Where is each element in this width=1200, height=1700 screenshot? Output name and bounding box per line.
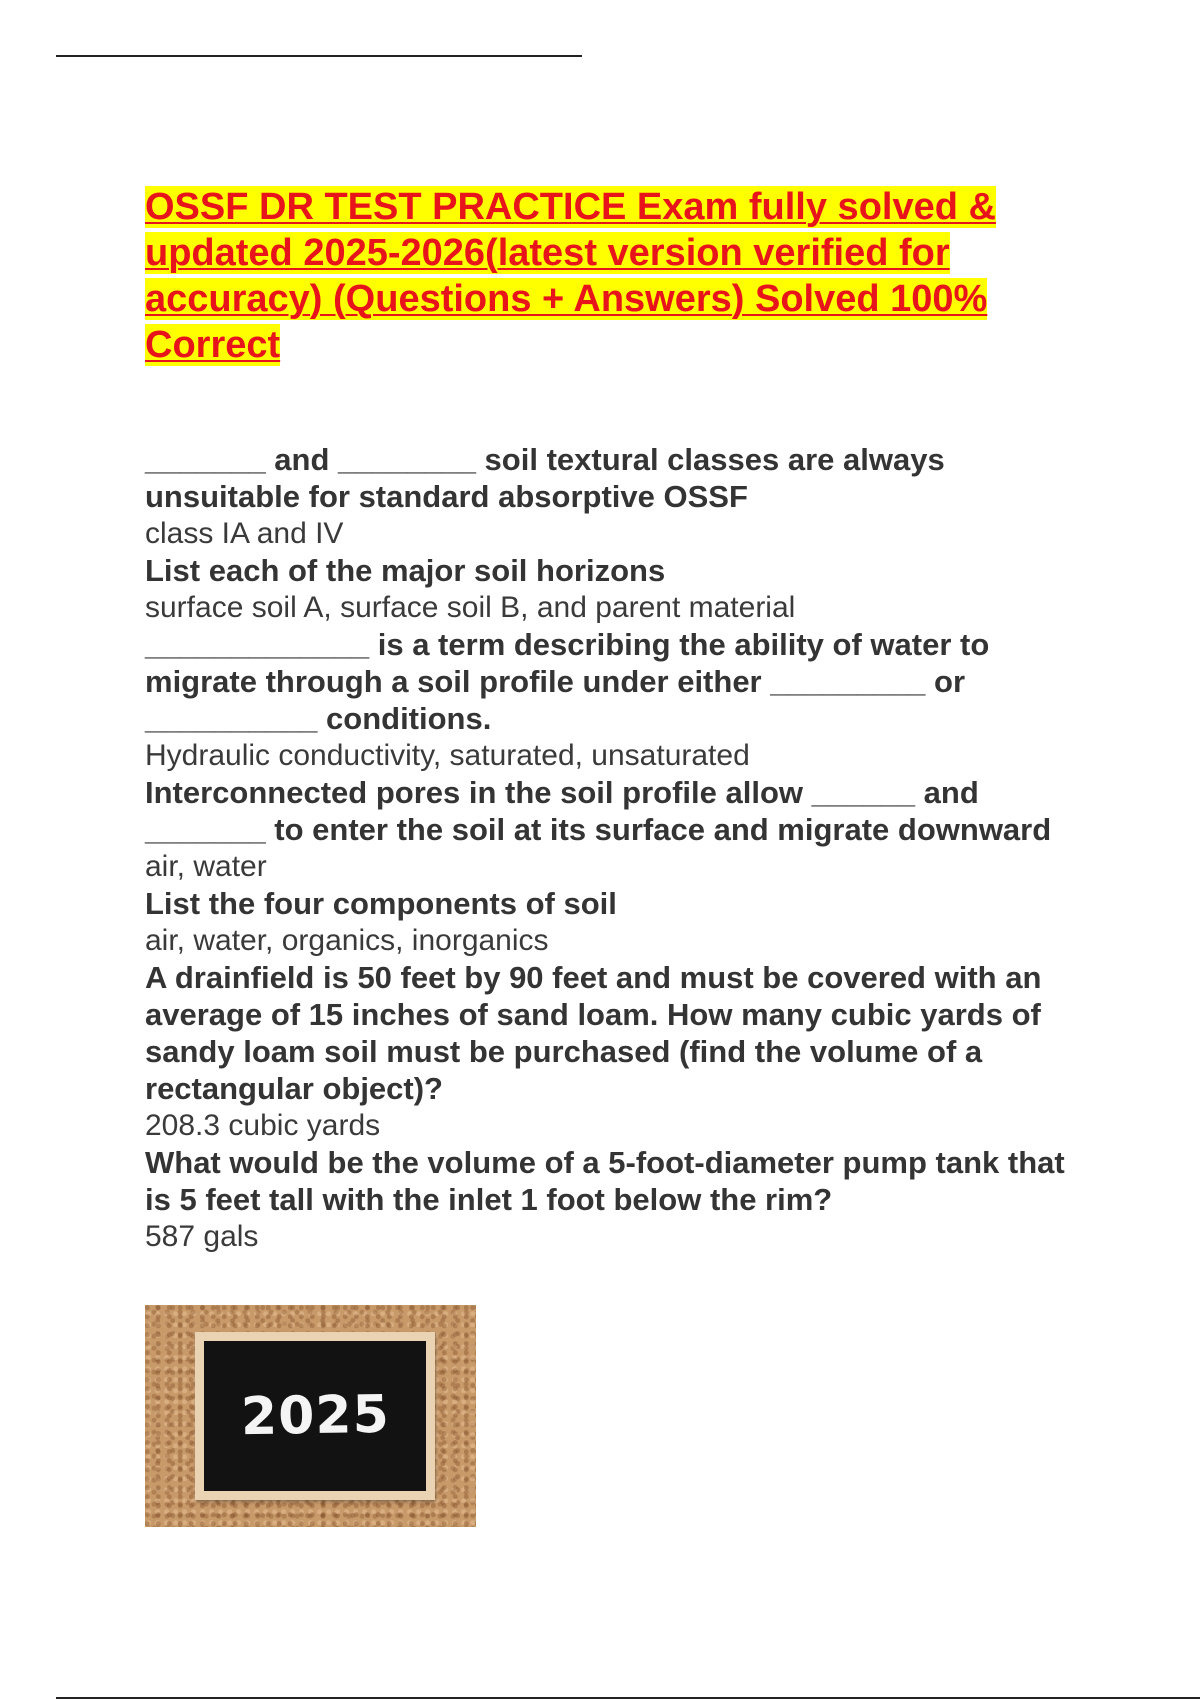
answer-4: air, water	[145, 850, 267, 883]
answer-3: Hydraulic conductivity, saturated, unsaturated	[145, 739, 750, 772]
answer-1: class IA and IV	[145, 517, 344, 550]
answer-7: 587 gals	[145, 1220, 259, 1253]
question-5: List the four components of soil	[145, 886, 617, 921]
question-6: A drainfield is 50 feet by 90 feet and must be covered with an average of 15 inches of sand loam. How many cubic yards of sandy loam soil must be purchased (find the volume of a rectangular object)?	[145, 960, 1042, 1106]
chalkboard-year-text: 2025	[240, 1384, 390, 1448]
qa-list	[145, 441, 1095, 1255]
question-3: _____________ is a term describing the ability of water to migrate through a soil profile under either _________ or __________ conditions.	[145, 627, 990, 736]
chalkboard	[204, 1341, 426, 1491]
question-1: _______ and ________ soil textural classes are always unsuitable for standard absorptive OSSF	[145, 442, 945, 514]
bottom-rule	[56, 1697, 1200, 1699]
answer-6: 208.3 cubic yards	[145, 1109, 381, 1142]
answer-2: surface soil A, surface soil B, and parent material	[145, 591, 796, 624]
answer-5: air, water, organics, inorganics	[145, 924, 549, 957]
document-title	[145, 184, 1080, 368]
chalkboard-image	[145, 1305, 476, 1527]
top-rule	[56, 55, 582, 57]
question-7: What would be the volume of a 5-foot-diameter pump tank that is 5 feet tall with the inlet 1 foot below the rim?	[145, 1145, 1065, 1217]
chalkboard-frame	[195, 1332, 435, 1500]
question-4: Interconnected pores in the soil profile allow ______ and _______ to enter the soil at its surface and migrate downward	[145, 775, 1052, 847]
question-2: List each of the major soil horizons	[145, 553, 666, 588]
document-title-text: OSSF DR TEST PRACTICE Exam fully solved & updated 2025-2026(latest version verified for accuracy) (Questions + Answers) Solved 100% Correct	[145, 186, 996, 366]
